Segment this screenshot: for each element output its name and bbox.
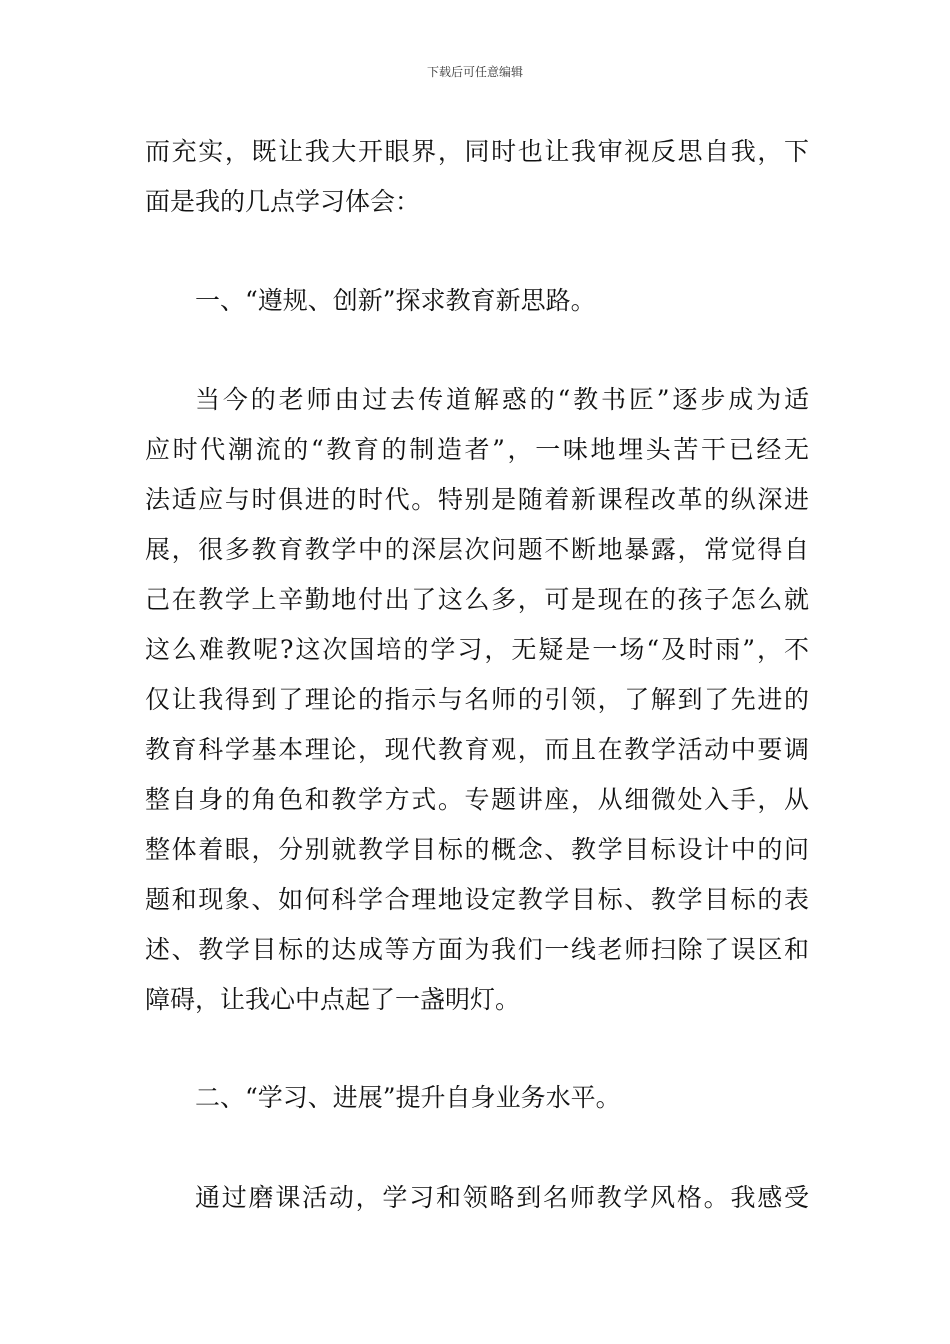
paragraph-line: 题和现象、如何科学合理地设定教学目标、教学目标的表	[145, 885, 809, 914]
section-heading-1: 一、“遵规、创新”探求教育新思路。	[195, 286, 596, 315]
paragraph-line: 述、教学目标的达成等方面为我们一线老师扫除了误区和	[145, 935, 809, 964]
paragraph-line: 己在教学上辛勤地付出了这么多，可是现在的孩子怎么就	[145, 585, 809, 614]
paragraph-line: 这么难教呢?这次国培的学习，无疑是一场“及时雨”，不	[145, 635, 809, 664]
paragraph-line: 整自身的角色和教学方式。专题讲座，从细微处入手，从	[145, 785, 809, 814]
paragraph-line: 应时代潮流的“教育的制造者”，一味地埋头苦干已经无	[145, 435, 809, 464]
paragraph-line: 障碍，让我心中点起了一盏明灯。	[145, 985, 521, 1014]
paragraph-line: 仅让我得到了理论的指示与名师的引领，了解到了先进的	[145, 685, 809, 714]
page-header-note: 下载后可任意编辑	[426, 65, 523, 79]
paragraph-line: 而充实，既让我大开眼界，同时也让我审视反思自我，下	[145, 137, 809, 166]
paragraph-line: 整体着眼，分别就教学目标的概念、教学目标设计中的问	[145, 835, 809, 864]
section-heading-2: 二、“学习、进展”提升自身业务水平。	[195, 1083, 621, 1112]
paragraph-line: 教育科学基本理论，现代教育观，而且在教学活动中要调	[145, 735, 809, 764]
paragraph-line: 法适应与时俱进的时代。特别是随着新课程改革的纵深进	[145, 485, 809, 514]
paragraph-line: 面是我的几点学习体会：	[145, 187, 421, 216]
paragraph-line: 展，很多教育教学中的深层次问题不断地暴露，常觉得自	[145, 535, 809, 564]
paragraph-line: 当今的老师由过去传道解惑的“教书匠”逐步成为适	[195, 385, 809, 414]
paragraph-line: 通过磨课活动，学习和领略到名师教学风格。我感受	[195, 1183, 809, 1212]
